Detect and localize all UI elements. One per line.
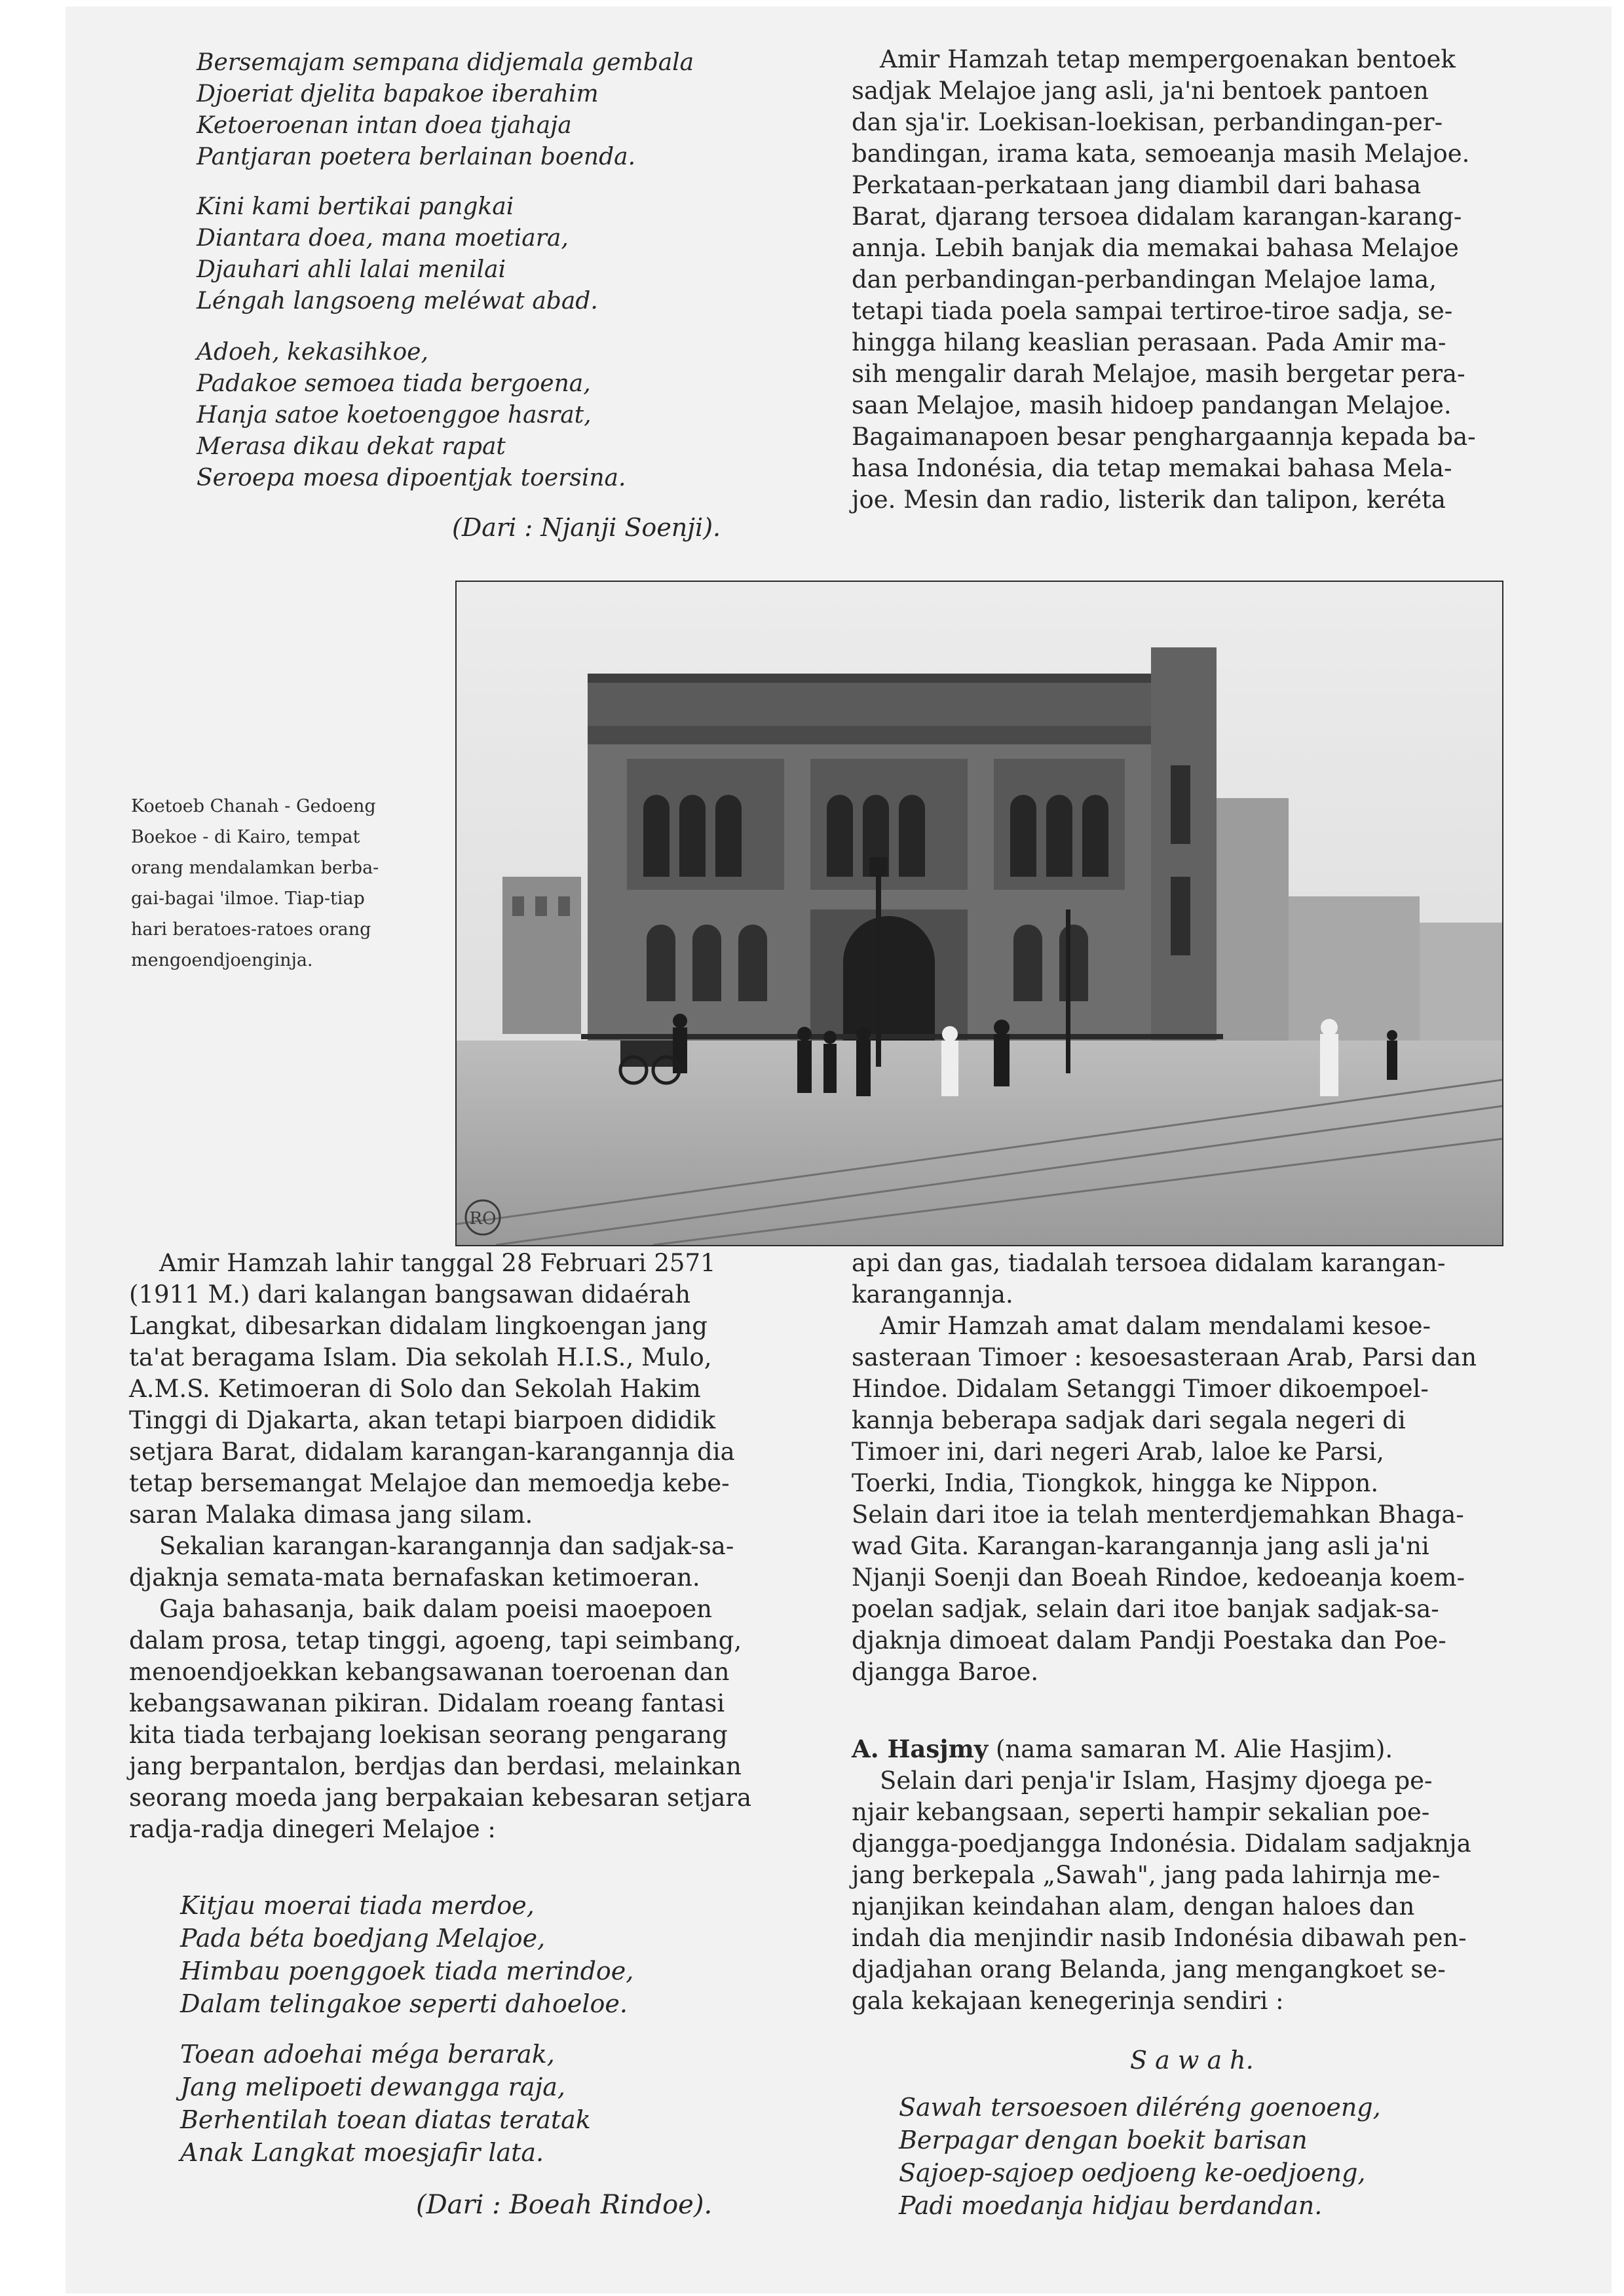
text-line: Amir Hamzah lahir tanggal 28 Februari 2571 — [159, 1249, 716, 1277]
text-line: tetapi tiada poela sampai tertiroe-tiroe sadja, se- — [852, 297, 1453, 325]
text-line: Selain dari itoe ia telah menterdjemahkan Bhaga- — [852, 1501, 1464, 1529]
poem-title: S a w a h. — [1130, 2046, 1254, 2075]
poem-line: Kitjau moerai tiada merdoe, — [180, 1891, 535, 1920]
poem-line: Berhentilah toean diatas teratak — [180, 2105, 591, 2134]
caption-line: Koetoeb Chanah - Gedoeng — [131, 796, 376, 816]
text-line: djangga-poedjangga Indonésia. Didalam sadjaknja — [852, 1829, 1471, 1858]
text-line: A.M.S. Ketimoeran di Solo dan Sekolah Hakim — [129, 1375, 701, 1403]
poem-line: Padakoe semoea tiada bergoena, — [197, 370, 591, 397]
text-line: hingga hilang keaslian perasaan. Pada Amir ma- — [852, 328, 1446, 356]
poem-line: Léngah langsoeng meléwat abad. — [197, 288, 598, 315]
text-line: djaknja dimoeat dalam Pandji Poestaka dan Poe- — [852, 1626, 1446, 1655]
text-line: sadjak Melajoe jang asli, ja'ni bentoek pantoen — [852, 77, 1429, 105]
text-line: Hindoe. Didalam Setanggi Timoer dikoempoel- — [852, 1375, 1429, 1403]
text-line: api dan gas, tiadalah tersoea didalam karangan- — [852, 1249, 1446, 1277]
text-line: menoendjoekkan kebangsawanan toeroenan dan — [129, 1658, 730, 1686]
poem-line: Djoeriat djelita bapakoe iberahim — [197, 81, 599, 107]
photo-monogram: RO — [469, 1209, 497, 1229]
caption-line: mengoendjoenginja. — [131, 950, 313, 970]
building-photo — [455, 581, 1503, 1246]
section-heading — [852, 1734, 1393, 1763]
poem-line: Hanja satoe koetoenggoe hasrat, — [197, 402, 592, 429]
poem-line: Pantjaran poetera berlainan boenda. — [197, 144, 636, 170]
poem-line: Jang melipoeti dewangga raja, — [180, 2073, 565, 2101]
text-line: djadjahan orang Belanda, jang mengangkoet se- — [852, 1955, 1446, 1983]
caption-line: gai-bagai 'ilmoe. Tiap-tiap — [131, 889, 365, 909]
text-line: sasteraan Timoer : kesoesasteraan Arab, Parsi dan — [852, 1343, 1477, 1371]
text-line: ta'at beragama Islam. Dia sekolah H.I.S., Mulo, — [129, 1343, 712, 1371]
text-line: bandingan, irama kata, semoeanja masih Melajoe. — [852, 140, 1470, 168]
text-line: Gaja bahasanja, baik dalam poeisi maoepoen — [159, 1595, 712, 1623]
text-line: dan perbandingan-perbandingan Melajoe lama, — [852, 265, 1437, 294]
caption-line: hari beratoes-ratoes orang — [131, 919, 371, 940]
poem-line: Sawah tersoesoen diléréng goenoeng, — [899, 2093, 1381, 2122]
text-line: Timoer ini, dari negeri Arab, laloe ke Parsi, — [852, 1438, 1384, 1466]
text-line: karangannja. — [852, 1280, 1013, 1309]
text-line: jang berkepala „Sawah", jang pada lahirnja me- — [852, 1861, 1441, 1889]
text-line: njair kebangsaan, seperti hampir sekalian poe- — [852, 1798, 1430, 1826]
poem-line: Toean adoehai méga berarak, — [180, 2040, 555, 2069]
text-line: saran Malaka dimasa jang silam. — [129, 1501, 533, 1529]
text-line: kannja beberapa sadjak dari segala negeri di — [852, 1406, 1406, 1434]
poem-line: Ketoeroenan intan doea tjahaja — [197, 112, 572, 139]
text-line: Amir Hamzah amat dalam mendalami kesoe- — [880, 1312, 1431, 1340]
text-line: (1911 M.) dari kalangan bangsawan didaérah — [129, 1280, 691, 1309]
text-line: djaknja semata-mata bernafaskan ketimoeran. — [129, 1563, 700, 1592]
text-line: wad Gita. Karangan-karangannja jang asli ja'ni — [852, 1532, 1429, 1560]
text-line: radja-radja dinegeri Melajoe : — [129, 1815, 496, 1843]
text-line: Bagaimanapoen besar penghargaannja kepada ba- — [852, 423, 1476, 451]
author-alias: (nama samaran M. Alie Hasjim). — [996, 1735, 1393, 1763]
text-line: djangga Baroe. — [852, 1658, 1039, 1686]
poem-line: Adoeh, kekasihkoe, — [197, 339, 428, 366]
poem-line: Padi moedanja hidjau berdandan. — [899, 2191, 1323, 2220]
text-line: dalam prosa, tetap tinggi, agoeng, tapi seimbang, — [129, 1626, 742, 1655]
text-line: njanjikan keindahan alam, dengan haloes dan — [852, 1892, 1415, 1921]
text-line: jang berpantalon, berdjas dan berdasi, melainkan — [129, 1752, 742, 1780]
text-line: Barat, djarang tersoea didalam karangan-karang- — [852, 202, 1462, 231]
poem-line: Bersemajam sempana didjemala gembala — [197, 49, 694, 76]
poem-line: Dalam telingakoe seperti dahoeloe. — [180, 1989, 628, 2018]
caption-line: orang mendalamkan berba- — [131, 858, 379, 878]
text-line: kita tiada terbajang loekisan seorang pengarang — [129, 1721, 728, 1749]
poem-line: Diantara doea, mana moetiara, — [197, 225, 569, 252]
text-line: annja. Lebih banjak dia memakai bahasa Melajoe — [852, 234, 1459, 262]
poem-source: (Dari : Njanji Soenji). — [452, 513, 721, 542]
text-line: gala kekajaan kenegerinja sendiri : — [852, 1987, 1284, 2015]
text-line: seorang moeda jang berpakaian kebesaran setjara — [129, 1784, 752, 1812]
poem-line: Pada béta boedjang Melajoe, — [180, 1924, 546, 1953]
text-line: indah dia menjindir nasib Indonésia dibawah pen- — [852, 1924, 1467, 1952]
building-photo-illustration — [457, 582, 1502, 1245]
poem-line: Djauhari ahli lalai menilai — [197, 256, 506, 283]
poem-line: Kini kami bertikai pangkai — [197, 193, 514, 220]
text-line: Selain dari penja'ir Islam, Hasjmy djoega pe- — [880, 1767, 1433, 1795]
poem-line: Seroepa moesa dipoentjak toersina. — [197, 465, 626, 491]
text-line: Langkat, dibesarkan didalam lingkoengan jang — [129, 1312, 708, 1340]
caption-line: Boekoe - di Kairo, tempat — [131, 827, 360, 847]
text-line: kebangsawanan pikiran. Didalam roeang fantasi — [129, 1689, 725, 1717]
poem-line: Berpagar dengan boekit barisan — [899, 2126, 1308, 2154]
text-line: Tinggi di Djakarta, akan tetapi biarpoen dididik — [129, 1406, 716, 1434]
text-line: joe. Mesin dan radio, listerik dan talipon, keréta — [852, 486, 1446, 514]
author-name: A. Hasjmy — [852, 1734, 989, 1763]
text-line: saan Melajoe, masih hidoep pandangan Melajoe. — [852, 391, 1452, 419]
text-line: Toerki, India, Tiongkok, hingga ke Nippon. — [852, 1469, 1379, 1497]
text-line: hasa Indonésia, dia tetap memakai bahasa Mela- — [852, 454, 1452, 482]
text-line: Perkataan-perkataan jang diambil dari bahasa — [852, 171, 1422, 199]
poem-line: Merasa dikau dekat rapat — [197, 433, 506, 460]
text-line: tetap bersemangat Melajoe dan memoedja kebe- — [129, 1469, 730, 1497]
text-line: dan sja'ir. Loekisan-loekisan, perbandingan-per- — [852, 108, 1443, 136]
text-line: poelan sadjak, selain dari itoe banjak sadjak-sa- — [852, 1595, 1439, 1623]
text-line: sih mengalir darah Melajoe, masih bergetar pera- — [852, 360, 1465, 388]
text-line: Sekalian karangan-karangannja dan sadjak-sa- — [159, 1532, 734, 1560]
poem-line: Sajoep-sajoep oedjoeng ke-oedjoeng, — [899, 2158, 1366, 2187]
poem-line: Anak Langkat moesjafir lata. — [180, 2138, 544, 2167]
text-line: setjara Barat, didalam karangan-karangannja dia — [129, 1438, 735, 1466]
poem-line: Himbau poenggoek tiada merindoe, — [180, 1957, 634, 1985]
text-line: Njanji Soenji dan Boeah Rindoe, kedoeanja koem- — [852, 1563, 1465, 1592]
text-line: Amir Hamzah tetap mempergoenakan bentoek — [880, 45, 1456, 73]
poem-source: (Dari : Boeah Rindoe). — [416, 2190, 713, 2220]
